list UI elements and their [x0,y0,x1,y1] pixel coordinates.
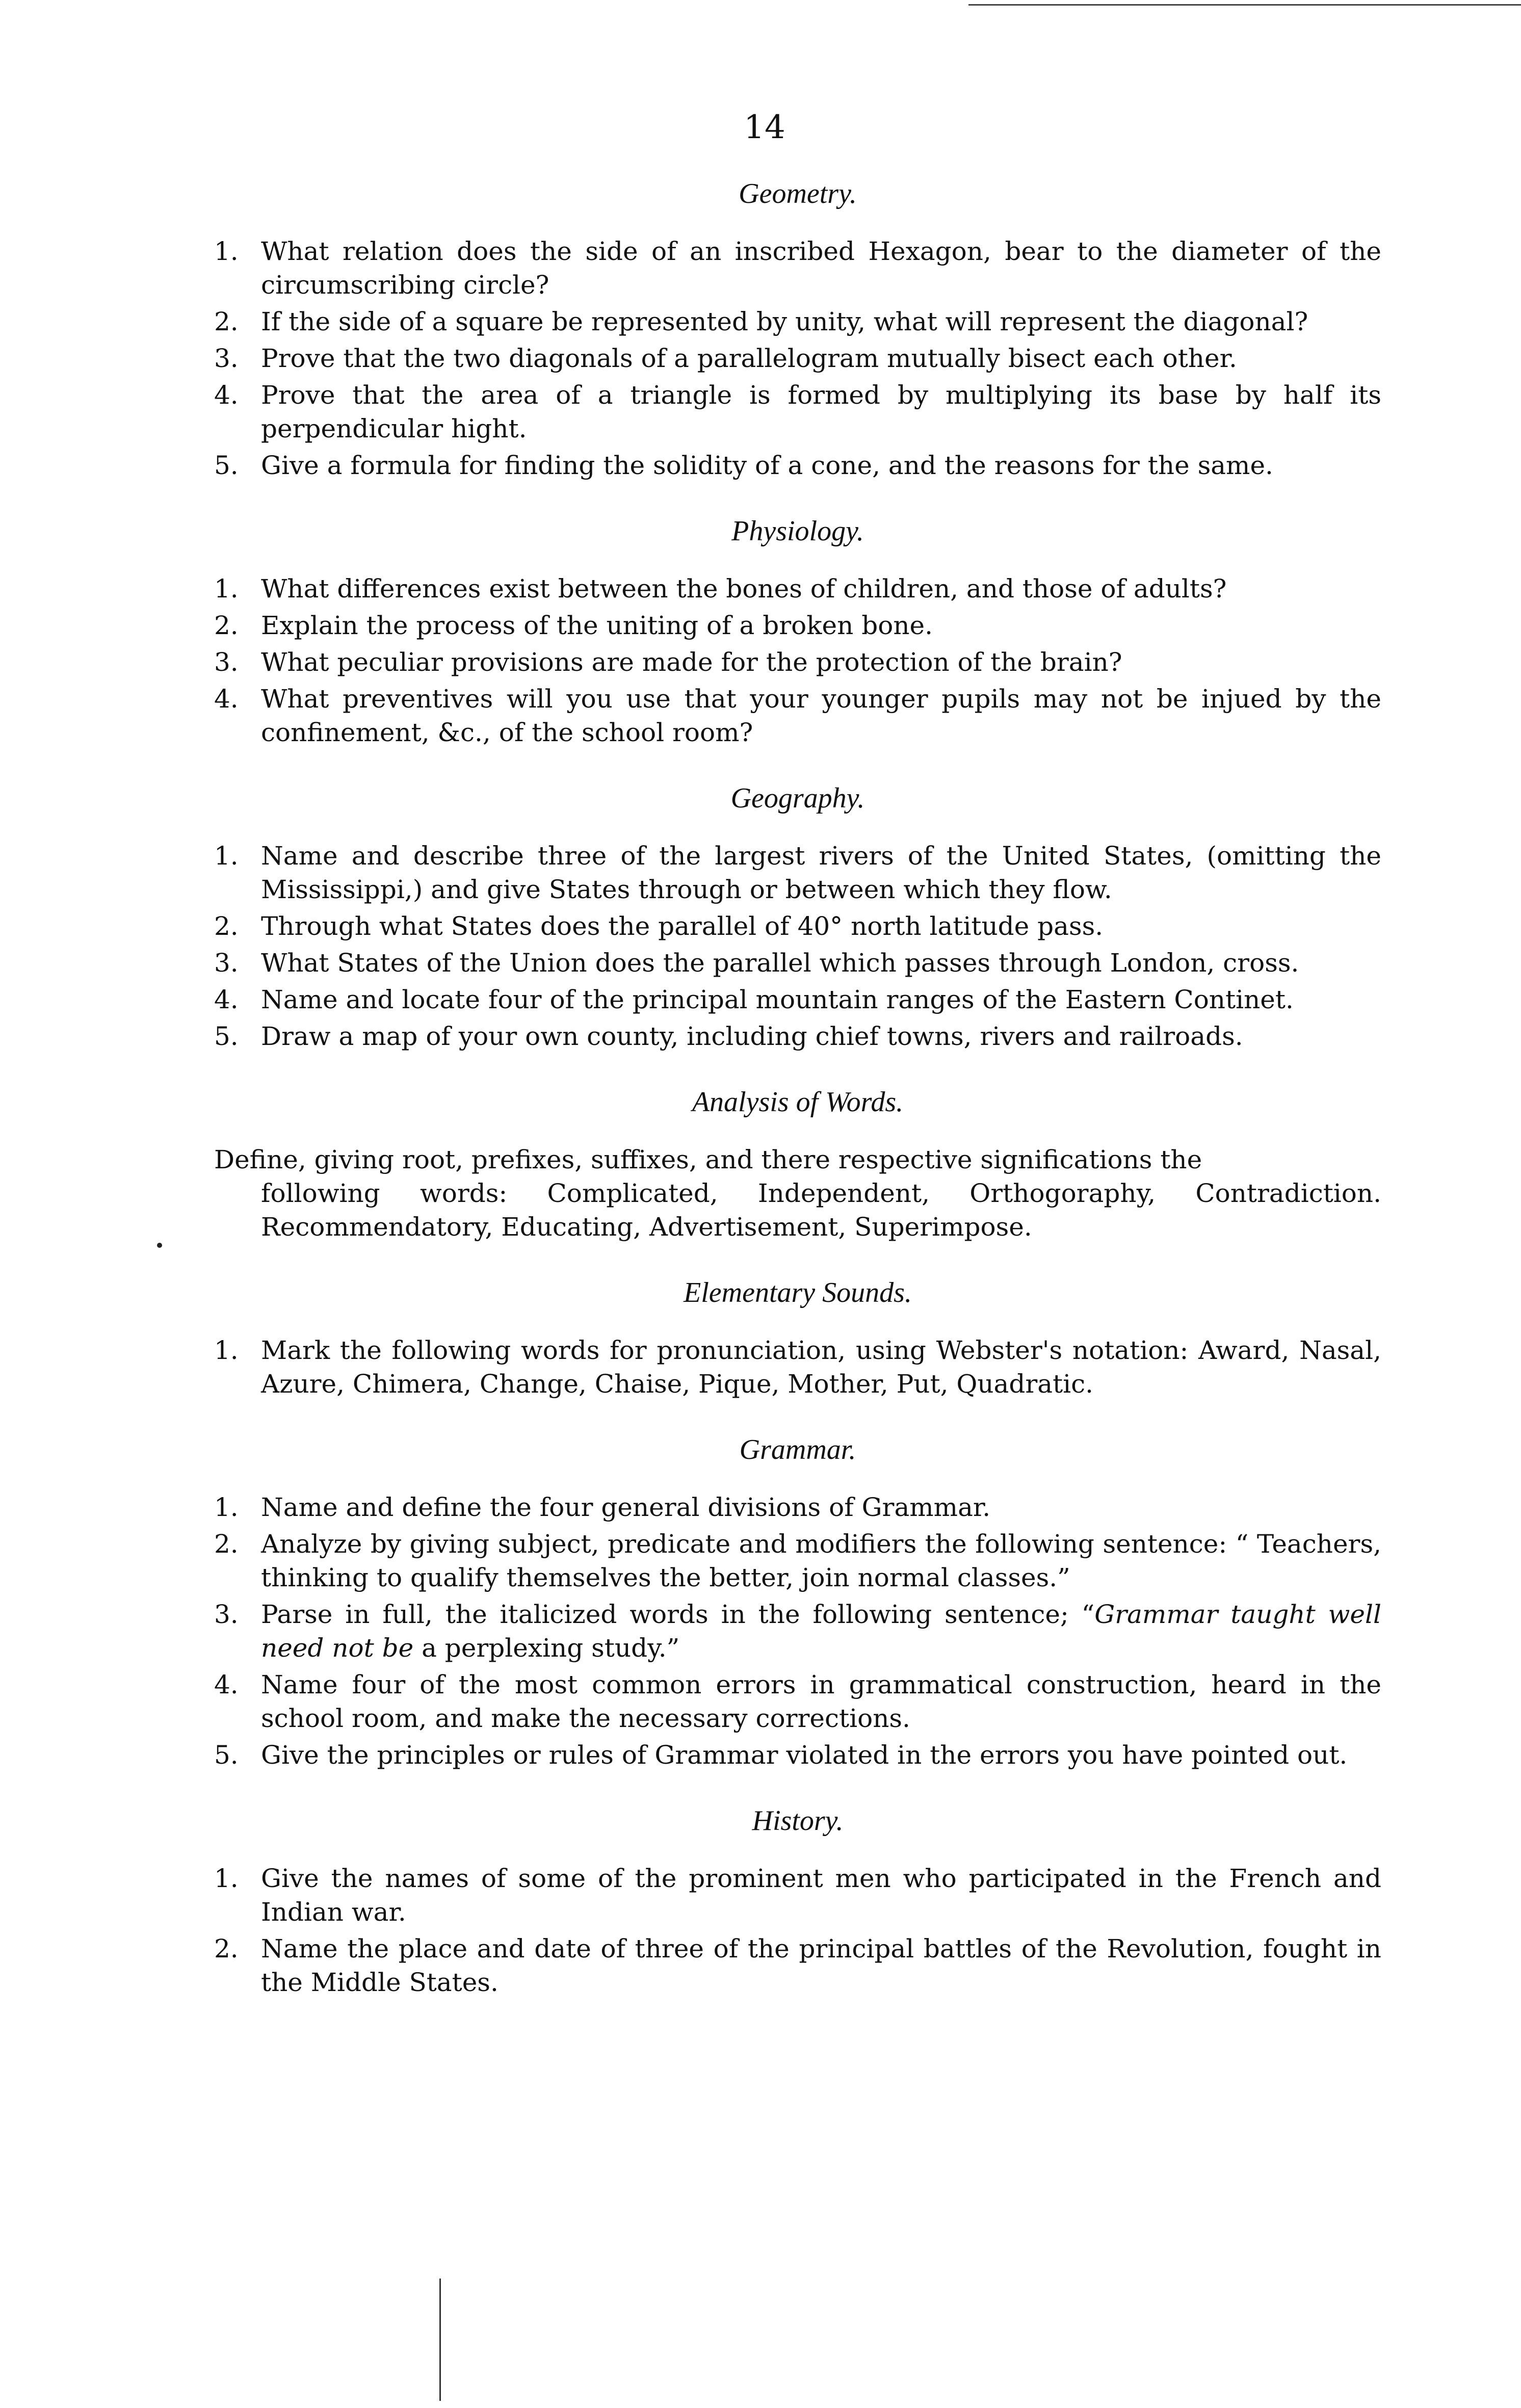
stray-ink-line [439,2279,441,2401]
question-item [214,234,1381,302]
question-text-after: a perplexing study.” [413,1633,680,1663]
section-title: Physiology. [731,515,864,547]
question-text: Give a formula for finding the solidity of a cone, and the reasons for the same. [261,451,1273,480]
question-text: What peculiar provisions are made for the protection of the brain? [261,647,1122,677]
paragraph-continuation: following words: Complicated, Independent, Orthogoraphy, Contradiction. Recommendatory, Educating, Advertisement, Superimpose. [261,1179,1381,1242]
question-number: 1. [214,574,239,604]
question-item [214,609,1381,642]
question-item [214,342,1381,375]
section-history [214,1800,1381,1999]
question-text: Give the principles or rules of Grammar violated in the errors you have pointed out. [261,1740,1348,1770]
question-item [214,1527,1381,1594]
section-title: Analysis of Words. [692,1086,904,1118]
question-text: Name and describe three of the largest rivers of the United States, (omitting the Mississippi,) and give States through or between which they flow. [261,841,1381,904]
question-item [214,946,1381,980]
question-list [214,234,1381,482]
question-number: 2. [214,307,239,336]
section-title: Grammar. [739,1434,856,1465]
question-text: What preventives will you use that your younger pupils may not be injued by the confinement, &c., of the school room? [261,684,1381,747]
question-text: Through what States does the parallel of 40° north latitude pass. [261,911,1104,941]
question-text: Give the names of some of the prominent men who participated in the French and Indian war. [261,1864,1381,1927]
question-number: 4. [214,684,239,714]
question-number: 4. [214,985,239,1014]
exam-content [214,173,1381,2028]
question-item [214,1333,1381,1401]
question-number: 1. [214,1336,239,1365]
question-number: 2. [214,911,239,941]
question-text: Explain the process of the uniting of a broken bone. [261,611,933,640]
paragraph-first-line: Define, giving root, prefixes, suffixes, and there respective significations the [214,1145,1202,1174]
question-item [214,645,1381,679]
question-text: Name the place and date of three of the principal battles of the Revolution, fought in the Middle States. [261,1934,1381,1997]
question-text: What differences exist between the bones of children, and those of adults? [261,574,1227,604]
question-number: 3. [214,1600,239,1629]
italicized-phrase: Grammar taught well need not be [261,1600,1381,1663]
question-item [214,378,1381,446]
question-number: 2. [214,1529,239,1559]
question-number: 3. [214,948,239,978]
section-title: Geometry. [739,178,857,210]
question-number: 5. [214,1022,239,1051]
page-number: 14 [744,109,785,146]
question-item [214,983,1381,1016]
question-list [214,1490,1381,1772]
question-number: 1. [214,237,239,266]
section-title: Geography. [730,782,865,814]
analysis-paragraph [214,1143,1381,1244]
question-item [214,572,1381,606]
question-list [214,839,1381,1053]
section-elementary-sounds [214,1272,1381,1401]
question-text: Name four of the most common errors in grammatical construction, heard in the school room, and make the necessary corrections. [261,1670,1381,1733]
question-item [214,305,1381,338]
question-list [214,1862,1381,1999]
question-list [214,572,1381,749]
section-geometry [214,173,1381,482]
question-item [214,449,1381,482]
question-number: 5. [214,1740,239,1770]
question-number: 1. [214,841,239,871]
section-physiology [214,511,1381,749]
question-text: Analyze by giving subject, predicate and modifiers the following sentence: “ Teachers, thinking to qualify themselves the better, join normal classes.” [261,1529,1381,1592]
question-text: Draw a map of your own county, including chief towns, rivers and railroads. [261,1022,1243,1051]
question-item [214,1490,1381,1524]
section-title: History. [752,1805,844,1837]
question-item [214,1598,1381,1665]
question-item [214,909,1381,943]
section-grammar [214,1429,1381,1772]
stray-ink-dot [157,1243,162,1248]
section-analysis-of-words [214,1082,1381,1244]
question-number: 3. [214,344,239,373]
question-text: What relation does the side of an inscribed Hexagon, bear to the diameter of the circumscribing circle? [261,237,1381,300]
question-text-before: Parse in full, the italicized words in the following sentence; “ [261,1600,1095,1629]
question-item [214,1738,1381,1772]
question-text: Name and locate four of the principal mountain ranges of the Eastern Continet. [261,985,1294,1014]
question-number: 4. [214,1670,239,1699]
question-number: 1. [214,1864,239,1893]
question-text [261,1598,1381,1665]
question-number: 4. [214,380,239,410]
question-item [214,682,1381,749]
question-number: 2. [214,611,239,640]
question-number: 2. [214,1934,239,1964]
top-rule [968,4,1521,6]
question-text: What States of the Union does the parallel which passes through London, cross. [261,948,1299,978]
question-text: Prove that the two diagonals of a parallelogram mutually bisect each other. [261,344,1237,373]
question-text: Name and define the four general divisions of Grammar. [261,1493,991,1522]
section-geography [214,778,1381,1053]
question-number: 1. [214,1493,239,1522]
question-list [214,1333,1381,1401]
question-item [214,839,1381,906]
question-item [214,1019,1381,1053]
question-text: If the side of a square be represented by unity, what will represent the diagonal? [261,307,1308,336]
question-text: Prove that the area of a triangle is formed by multiplying its base by half its perpendicular hight. [261,380,1381,443]
section-title: Elementary Sounds. [684,1277,912,1308]
question-number: 3. [214,647,239,677]
question-item [214,1932,1381,1999]
question-item [214,1862,1381,1929]
question-number: 5. [214,451,239,480]
question-item [214,1668,1381,1735]
question-text: Mark the following words for pronunciation, using Webster's notation: Award, Nasal, Azure, Chimera, Change, Chaise, Pique, Mother, Put, Quadratic. [261,1336,1381,1399]
